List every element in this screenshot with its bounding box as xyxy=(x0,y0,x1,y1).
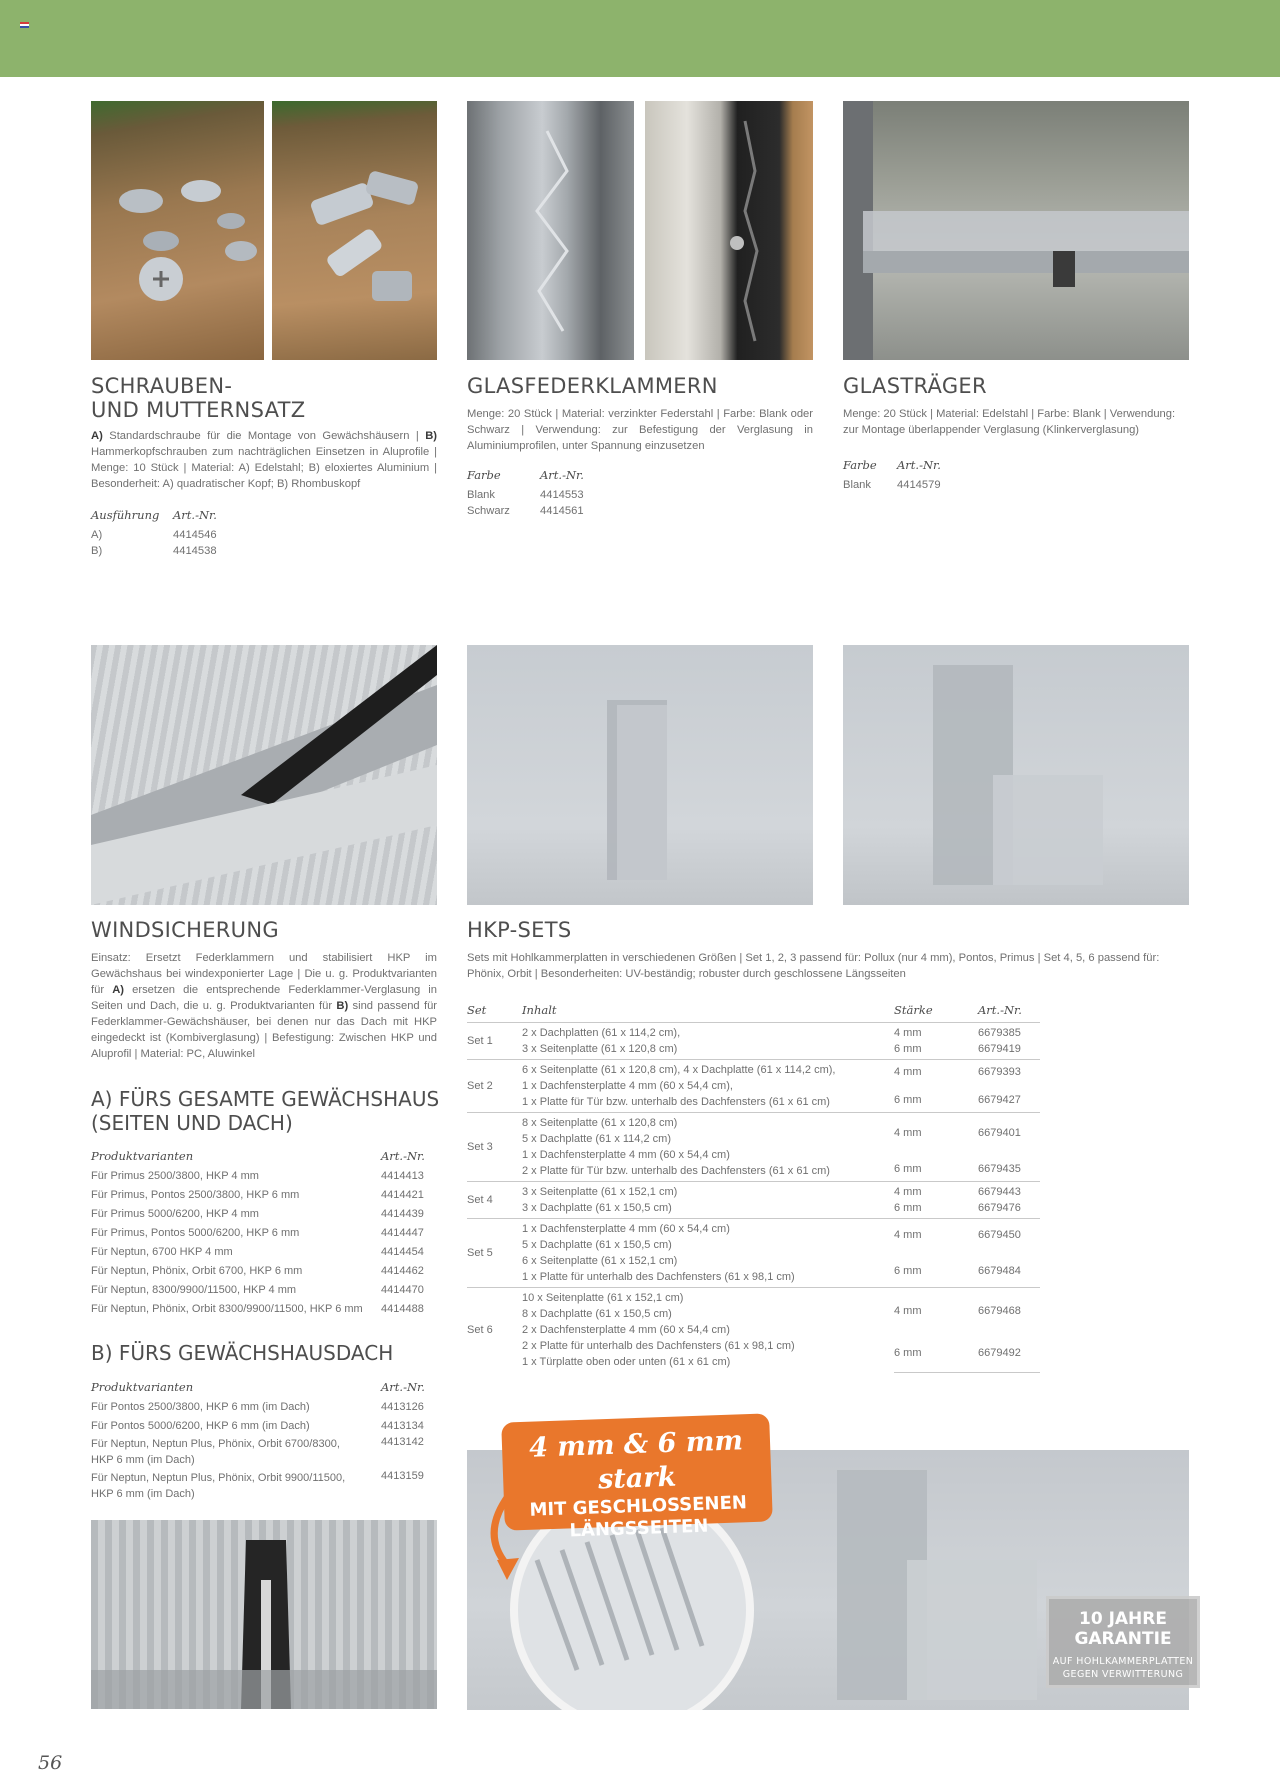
label-ausfuehrung: Ausführung xyxy=(91,508,160,522)
title-screws: SCHRAUBEN- UND MUTTERNSATZ xyxy=(91,374,306,422)
header-set: Set xyxy=(467,1000,522,1023)
table-header xyxy=(467,1000,1040,1023)
product-photo-glass-carrier xyxy=(843,101,1189,360)
label-art-nr: Art.-Nr. xyxy=(540,468,584,482)
product-photo-wind-protection xyxy=(91,645,437,905)
color-blank-key: Blank xyxy=(467,489,495,501)
label-art-nr: Art.-Nr. xyxy=(897,458,941,472)
title-glass-clips: GLASFEDERKLAMMERN xyxy=(467,374,718,398)
table-row: Für Primus, Pontos 5000/6200, HKP 6 mm 4414447 xyxy=(91,1226,424,1239)
product-photo-clips-2 xyxy=(645,101,813,360)
header-variant: Produktvarianten xyxy=(91,1149,194,1163)
product-photo-screws-2 xyxy=(272,101,437,360)
subtitle-greenhouse-roof: B) FÜRS GEWÄCHSHAUSDACH xyxy=(91,1341,394,1365)
color-schwarz-key: Schwarz xyxy=(467,505,510,517)
product-photo-screws-1 xyxy=(91,101,264,360)
label-farbe: Farbe xyxy=(467,468,501,482)
title-glass-carrier: GLASTRÄGER xyxy=(843,374,987,398)
desc-screws: A) Standardschraube für die Montage von Gewächshäusern | B) Hammerkopfschrauben zum nachträglichen Einsetzen in Aluprofile | Menge: 10 Stück | Material: A) Edelstahl; B) eloxiertes Aluminium | Besonderheit: A) quadratischer Kopf; B) Rhombuskopf xyxy=(91,430,437,490)
label-art-nr: Art.-Nr. xyxy=(173,508,217,522)
table-row: Für Neptun, Neptun Plus, Phönix, Orbit 9900/11500, HKP 6 mm (im Dach) 4413159 xyxy=(91,1470,424,1500)
table-row: Für Pontos 2500/3800, HKP 6 mm (im Dach) 4413126 xyxy=(91,1400,424,1413)
product-photo-clips-1 xyxy=(467,101,634,360)
color-blank-art: 4414579 xyxy=(897,479,941,491)
page-number: 56 xyxy=(38,1752,63,1774)
table-greenhouse-roof xyxy=(91,1377,437,1503)
table-row: Für Primus 2500/3800, HKP 4 mm 4414413 xyxy=(91,1169,424,1182)
table-row: Für Neptun, Neptun Plus, Phönix, Orbit 6700/8300, HKP 6 mm (im Dach) 4413142 xyxy=(91,1436,424,1466)
top-color-bar xyxy=(0,0,1280,77)
header-variant: Produktvarianten xyxy=(91,1380,194,1394)
header-staerke: Stärke xyxy=(894,1000,978,1023)
variant-b-key: B) xyxy=(91,545,103,557)
table-row: Für Pontos 5000/6200, HKP 6 mm (im Dach) 4413134 xyxy=(91,1419,424,1432)
table-row: Set 1 2 x Dachplatten (61 x 114,2 cm), 3 x Seitenplatte (61 x 120,8 cm) 4 mm 6 mm 6679385 6679419 xyxy=(467,1023,1040,1060)
desc-glass-clips: Menge: 20 Stück | Material: verzinkter Federstahl | Farbe: Blank oder Schwarz | Verwendung: zur Befestigung der Verglasung in Aluminiumprofilen, unter Spannung einzusetzen xyxy=(467,408,813,452)
language-flag-icon[interactable] xyxy=(20,22,29,28)
table-row: Für Neptun, Phönix, Orbit 6700, HKP 6 mm 4414462 xyxy=(91,1264,424,1277)
table-hkp-sets xyxy=(467,1000,1040,1373)
screws-illustration xyxy=(91,101,264,360)
table-row: Für Primus, Pontos 2500/3800, HKP 6 mm 4414421 xyxy=(91,1188,424,1201)
header-art-nr: Art.-Nr. xyxy=(381,1380,425,1394)
subtitle-whole-greenhouse: A) FÜRS GESAMTE GEWÄCHSHAUS (SEITEN UND DACH) xyxy=(91,1087,440,1135)
product-photo-hkp-set-multi xyxy=(843,645,1189,905)
table-row: Set 3 8 x Seitenplatte (61 x 120,8 cm) 5 x Dachplatte (61 x 114,2 cm) 1 x Dachfensterplatte 4 mm (60 x 54,4 cm) 2 x Platte für Tür bzw. unterhalb des Dachfensters (61 x 61 cm) 4 mm 6 mm 6679401 6679435 xyxy=(467,1113,1040,1182)
table-row: Set 5 1 x Dachfensterplatte 4 mm (60 x 54,4 cm) 5 x Dachplatte (61 x 150,5 cm) 6 x Seitenplatte (61 x 152,1 cm) 1 x Platte für unterhalb des Dachfensters (61 x 98,1 cm) 4 mm 6 mm 6679450 6679484 xyxy=(467,1219,1040,1288)
label-farbe: Farbe xyxy=(843,458,877,472)
table-header xyxy=(91,1377,437,1397)
header-inhalt: Inhalt xyxy=(522,1000,894,1023)
header-art-nr: Art.-Nr. xyxy=(978,1000,1040,1023)
variant-b-art: 4414538 xyxy=(173,545,217,557)
title-hkp-sets: HKP-SETS xyxy=(467,918,572,942)
table-header xyxy=(91,1146,437,1166)
variant-a-key: A) xyxy=(91,529,103,541)
table-row: Für Primus 5000/6200, HKP 4 mm 4414439 xyxy=(91,1207,424,1220)
table-whole-greenhouse xyxy=(91,1146,437,1318)
variant-a-art: 4414546 xyxy=(173,529,217,541)
product-photo-wind-profile xyxy=(91,1520,437,1709)
table-row: Für Neptun, 8300/9900/11500, HKP 4 mm 4414470 xyxy=(91,1283,424,1296)
title-wind-protection: WINDSICHERUNG xyxy=(91,918,279,942)
table-row: Für Neptun, 6700 HKP 4 mm 4414454 xyxy=(91,1245,424,1258)
table-row: Set 2 6 x Seitenplatte (61 x 120,8 cm), 4 x Dachplatte (61 x 114,2 cm), 1 x Dachfensterplatte 4 mm (60 x 54,4 cm), 1 x Platte für Tür bzw. unterhalb des Dachfensters (61 x 61 cm) 4 mm 6 mm 6679393 6679427 xyxy=(467,1060,1040,1113)
desc-hkp-sets: Sets mit Hohlkammerplatten in verschiedenen Größen | Set 1, 2, 3 passend für: Pollux (nur 4 mm), Pontos, Primus | Set 4, 5, 6 passend für: Phönix, Orbit | Besonderheiten: UV-beständig; robuster durch geschlossene Längsseiten xyxy=(467,952,1160,980)
header-art-nr: Art.-Nr. xyxy=(381,1149,425,1163)
table-row: Für Neptun, Phönix, Orbit 8300/9900/11500, HKP 6 mm 4414488 xyxy=(91,1302,424,1315)
color-schwarz-art: 4414561 xyxy=(540,505,584,517)
table-row: Set 4 3 x Seitenplatte (61 x 152,1 cm) 3 x Dachplatte (61 x 150,5 cm) 4 mm 6 mm 6679443 6679476 xyxy=(467,1182,1040,1219)
product-photo-hkp-set-single xyxy=(467,645,813,905)
desc-wind-protection: Einsatz: Ersetzt Federklammern und stabilisiert HKP im Gewächshaus bei windexponierter Lage | Die u. g. Produktvarianten für A) ersetzen die entsprechende Federklammer-Verglasung in Seiten und Dach, die u. g. Produktvarianten für B) sind passend für Federklammer-Gewächshäuser, bei denen nur das Dach mit HKP eingedeckt ist (Kombiverglasung) | Befestigung: Zwischen HKP und Aluprofil | Material: PC, Aluwinkel xyxy=(91,952,438,1060)
color-blank-art: 4414553 xyxy=(540,489,584,501)
feature-badge: 4 mm & 6 mm stark MIT GESCHLOSSENEN LÄNGSSEITEN xyxy=(501,1413,773,1530)
guarantee-badge: 10 JAHRE GARANTIE AUF HOHLKAMMERPLATTEN GEGEN VERWITTERUNG xyxy=(1046,1596,1200,1688)
desc-glass-carrier: Menge: 20 Stück | Material: Edelstahl | Farbe: Blank | Verwendung: zur Montage überlappender Verglasung (Klinkerverglasung) xyxy=(843,408,1176,436)
color-blank-key: Blank xyxy=(843,479,871,491)
table-row: Set 6 10 x Seitenplatte (61 x 152,1 cm) 8 x Dachplatte (61 x 150,5 cm) 2 x Dachfensterplatte 4 mm (60 x 54,4 cm) 2 x Platte für unterhalb des Dachfensters (61 x 98,1 cm) 1 x Türplatte oben oder unten (61 x 61 cm) 4 mm 6 mm 6679468 6679492 xyxy=(467,1288,1040,1373)
